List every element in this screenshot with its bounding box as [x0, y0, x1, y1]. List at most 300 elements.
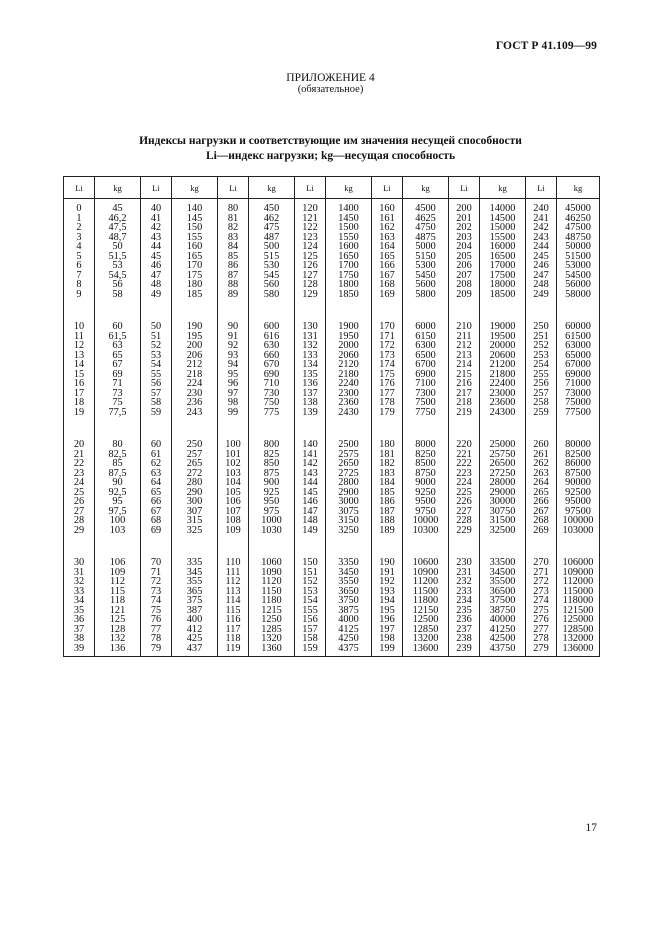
load-index-value: 98 — [227, 397, 239, 408]
load-index-value: 78 — [150, 633, 162, 644]
load-index-value: 142 — [302, 458, 318, 469]
column-header-kg: kg — [403, 177, 449, 199]
column-header-li: Li — [449, 177, 480, 199]
load-capacity-value: 60000 — [565, 321, 591, 332]
load-capacity-value: 109000 — [562, 566, 594, 578]
load-index-value: 17 — [73, 387, 85, 399]
load-index-value: 40 — [150, 203, 162, 214]
column-header-kg: kg — [172, 177, 218, 199]
load-capacity-value: 710 — [263, 378, 280, 389]
load-index-value: 65 — [150, 486, 162, 498]
row-group — [326, 440, 371, 558]
load-index-value: 275 — [533, 604, 549, 616]
load-index-value: 113 — [225, 585, 241, 597]
load-capacity-value: 103000 — [562, 524, 594, 536]
column-header-kg: kg — [249, 177, 295, 199]
load-index-value: 194 — [379, 595, 395, 606]
load-index-value: 211 — [456, 330, 472, 342]
load-capacity-value: 48750 — [565, 231, 591, 243]
load-index-value: 204 — [456, 241, 472, 252]
load-index-value: 8 — [76, 279, 82, 290]
row-group — [141, 322, 171, 440]
load-capacity-value: 86000 — [565, 458, 591, 469]
load-capacity-value: 97500 — [565, 505, 591, 517]
load-capacity-value: 136 — [109, 642, 126, 654]
load-capacity-value: 80000 — [565, 439, 591, 450]
load-capacity-value: 26500 — [489, 458, 516, 469]
load-capacity-value: 14500 — [489, 212, 516, 224]
row-group — [403, 558, 448, 656]
load-index-value: 49 — [150, 288, 162, 300]
load-index-value: 125 — [302, 250, 318, 262]
load-index-value: 224 — [456, 477, 472, 488]
row-group — [326, 204, 371, 322]
load-capacity-value: 87500 — [565, 467, 591, 479]
load-capacity-value: 212 — [186, 359, 203, 370]
load-capacity-value: 300 — [186, 496, 203, 507]
load-index-value: 235 — [456, 604, 472, 616]
load-index-value: 157 — [302, 623, 318, 635]
column-header-li: Li — [64, 177, 95, 199]
column-header-li: Li — [526, 177, 557, 199]
load-capacity-value: 17500 — [489, 269, 516, 281]
load-index-value: 63 — [150, 467, 162, 479]
load-capacity-value: 45000 — [565, 203, 591, 214]
load-index-value: 279 — [533, 642, 549, 654]
load-capacity-value: 11500 — [412, 585, 439, 597]
load-index-value: 60 — [150, 439, 162, 450]
load-capacity-value: 1090 — [261, 566, 282, 578]
load-index-value: 192 — [379, 576, 395, 587]
load-capacity-value: 15500 — [489, 231, 516, 243]
load-index-value: 230 — [456, 557, 472, 568]
row-group — [403, 322, 448, 440]
load-capacity-value: 61,5 — [108, 330, 127, 342]
load-capacity-value: 5600 — [415, 279, 436, 290]
kg-column — [557, 199, 600, 657]
load-index-value: 248 — [533, 279, 549, 290]
load-index-value: 41 — [150, 212, 162, 224]
load-index-value: 70 — [150, 557, 162, 568]
load-capacity-value: 7500 — [415, 397, 436, 408]
load-index-value: 111 — [225, 566, 241, 578]
load-capacity-value: 69 — [112, 368, 123, 380]
load-capacity-value: 90000 — [565, 477, 591, 488]
load-capacity-value: 2300 — [338, 387, 359, 399]
load-capacity-value: 51500 — [565, 250, 591, 262]
load-capacity-value: 118000 — [562, 595, 594, 606]
load-capacity-value: 4875 — [415, 231, 436, 243]
row-group — [95, 204, 140, 322]
load-capacity-value: 925 — [263, 486, 280, 498]
load-capacity-value: 121 — [109, 604, 126, 616]
load-capacity-value: 355 — [186, 576, 203, 587]
load-capacity-value: 3250 — [338, 524, 359, 536]
load-index-value: 190 — [379, 557, 395, 568]
load-capacity-value: 56000 — [565, 279, 591, 290]
load-capacity-value: 28000 — [489, 477, 516, 488]
load-capacity-value: 16500 — [489, 250, 516, 262]
load-index-value: 171 — [379, 330, 395, 342]
load-index-value: 225 — [456, 486, 472, 498]
load-capacity-value: 272 — [186, 467, 203, 479]
load-index-value: 237 — [456, 623, 472, 635]
load-index-value: 265 — [533, 486, 549, 498]
row-group — [141, 558, 171, 656]
load-index-value: 56 — [150, 378, 162, 389]
row-group — [218, 440, 248, 558]
load-index-value: 193 — [379, 585, 395, 597]
row-group — [557, 204, 599, 322]
load-capacity-value: 10300 — [412, 524, 439, 536]
load-index-value: 181 — [379, 448, 395, 460]
row-group — [449, 322, 479, 440]
load-index-value: 163 — [379, 231, 395, 243]
load-index-value: 0 — [76, 203, 82, 214]
load-index-value: 201 — [456, 212, 472, 224]
load-capacity-value: 265 — [186, 458, 203, 469]
load-capacity-value: 8750 — [415, 467, 436, 479]
load-index-value: 76 — [150, 614, 162, 625]
load-capacity-value: 2240 — [338, 378, 359, 389]
row-group — [64, 322, 94, 440]
load-capacity-value: 3650 — [338, 585, 359, 597]
load-index-value: 273 — [533, 585, 549, 597]
load-index-value: 77 — [150, 623, 162, 635]
load-capacity-value: 750 — [263, 397, 280, 408]
load-capacity-value: 325 — [186, 524, 203, 536]
load-index-value: 272 — [533, 576, 549, 587]
load-capacity-value: 14000 — [489, 203, 516, 214]
load-capacity-value: 7300 — [415, 387, 436, 399]
load-capacity-value: 9250 — [415, 486, 436, 498]
load-index-value: 4 — [76, 241, 82, 252]
load-index-value: 270 — [533, 557, 549, 568]
load-index-value: 97 — [227, 387, 239, 399]
load-index-value: 168 — [379, 279, 395, 290]
row-group — [449, 558, 479, 656]
load-capacity-value: 4250 — [338, 633, 359, 644]
load-index-value: 262 — [533, 458, 549, 469]
load-capacity-value: 4625 — [415, 212, 436, 224]
load-capacity-value: 71000 — [565, 378, 591, 389]
load-index-value: 189 — [379, 524, 395, 536]
load-capacity-value: 92,5 — [108, 486, 127, 498]
load-index-value: 84 — [227, 241, 239, 252]
load-index-value: 264 — [533, 477, 549, 488]
load-index-value: 14 — [73, 359, 85, 370]
load-capacity-value: 132 — [109, 633, 126, 644]
load-capacity-value: 236 — [186, 397, 203, 408]
load-capacity-value: 1215 — [261, 604, 282, 616]
load-index-value: 11 — [74, 330, 84, 342]
load-capacity-value: 6500 — [415, 349, 436, 361]
load-index-value: 45 — [150, 250, 162, 262]
load-index-value: 134 — [302, 359, 318, 370]
load-index-value: 73 — [150, 585, 162, 597]
load-index-value: 141 — [302, 448, 318, 460]
load-index-value: 244 — [533, 241, 549, 252]
load-capacity-value: 37500 — [489, 595, 516, 606]
load-index-value: 9 — [76, 288, 82, 300]
load-index-value: 92 — [227, 340, 239, 351]
row-group — [295, 558, 325, 656]
load-capacity-value: 69000 — [565, 368, 591, 380]
load-capacity-value: 65000 — [565, 349, 591, 361]
load-capacity-value: 560 — [263, 279, 280, 290]
row-group — [172, 440, 217, 558]
row-group — [372, 440, 402, 558]
load-capacity-value: 54500 — [565, 269, 591, 281]
load-index-value: 6 — [76, 260, 82, 271]
load-index-value: 91 — [227, 330, 239, 342]
load-index-value: 257 — [533, 387, 549, 399]
load-index-value: 277 — [533, 623, 549, 635]
load-capacity-value: 2430 — [338, 406, 359, 418]
load-capacity-value: 21200 — [489, 359, 516, 370]
load-capacity-value: 6150 — [415, 330, 436, 342]
load-capacity-value: 1500 — [338, 222, 359, 233]
load-index-value: 58 — [150, 397, 162, 408]
row-group — [64, 440, 94, 558]
load-capacity-value: 30000 — [489, 496, 516, 507]
load-index-value: 90 — [227, 321, 239, 332]
load-index-value: 50 — [150, 321, 162, 332]
load-index-value: 200 — [456, 203, 472, 214]
load-index-value: 177 — [379, 387, 395, 399]
load-capacity-value: 43750 — [489, 642, 516, 654]
load-index-value: 93 — [227, 349, 239, 361]
load-index-value: 215 — [456, 368, 472, 380]
load-index-value: 184 — [379, 477, 395, 488]
load-capacity-value: 34500 — [489, 566, 516, 578]
load-capacity-value: 3000 — [338, 496, 359, 507]
load-capacity-value: 3075 — [338, 505, 359, 517]
load-capacity-value: 975 — [263, 505, 280, 517]
load-index-value: 186 — [379, 496, 395, 507]
load-capacity-value: 24300 — [489, 406, 516, 418]
load-capacity-value: 9500 — [415, 496, 436, 507]
load-capacity-value: 4750 — [415, 222, 436, 233]
column-header-li: Li — [218, 177, 249, 199]
column-header-kg: kg — [480, 177, 526, 199]
load-index-value: 81 — [227, 212, 239, 224]
load-index-value: 148 — [302, 515, 318, 526]
load-capacity-value: 4000 — [338, 614, 359, 625]
load-capacity-value: 112000 — [562, 576, 594, 587]
load-index-value: 124 — [302, 241, 318, 252]
load-index-value: 250 — [533, 321, 549, 332]
load-capacity-value: 48,7 — [108, 231, 127, 243]
load-capacity-value: 77500 — [565, 406, 591, 418]
load-capacity-value: 3875 — [338, 604, 359, 616]
load-capacity-value: 58 — [112, 288, 123, 300]
load-index-value: 146 — [302, 496, 318, 507]
load-capacity-value: 56 — [112, 279, 123, 290]
load-index-value: 96 — [227, 378, 239, 389]
load-index-value: 34 — [73, 595, 85, 606]
load-index-value: 10 — [73, 321, 85, 332]
load-capacity-value: 218 — [186, 368, 203, 380]
load-capacity-value: 475 — [263, 222, 280, 233]
row-group — [95, 322, 140, 440]
load-capacity-value: 109 — [109, 566, 126, 578]
load-index-value: 251 — [533, 330, 549, 342]
load-index-value: 54 — [150, 359, 162, 370]
load-index-value: 202 — [456, 222, 472, 233]
load-index-value: 55 — [150, 368, 162, 380]
load-index-value: 18 — [73, 397, 85, 408]
load-capacity-value: 73 — [112, 387, 123, 399]
load-capacity-value: 140 — [186, 203, 203, 214]
column-header-kg: kg — [557, 177, 600, 199]
load-index-value: 16 — [73, 378, 85, 389]
load-index-value: 197 — [379, 623, 395, 635]
load-capacity-value: 19500 — [489, 330, 516, 342]
load-index-value: 236 — [456, 614, 472, 625]
load-index-value: 21 — [73, 448, 85, 460]
load-index-value: 15 — [73, 368, 85, 380]
load-capacity-value: 15000 — [489, 222, 516, 233]
load-capacity-value: 118 — [109, 595, 126, 606]
load-capacity-value: 5150 — [415, 250, 436, 262]
load-capacity-value: 82500 — [565, 448, 591, 460]
load-index-value: 105 — [225, 486, 241, 498]
load-index-value: 188 — [379, 515, 395, 526]
load-capacity-value: 22400 — [489, 378, 516, 389]
load-capacity-value: 2650 — [338, 458, 359, 469]
load-capacity-value: 1850 — [338, 288, 359, 300]
load-index-value: 33 — [73, 585, 85, 597]
load-capacity-value: 335 — [186, 557, 203, 568]
row-group — [141, 204, 171, 322]
load-capacity-value: 487 — [263, 231, 280, 243]
load-index-value: 74 — [150, 595, 162, 606]
load-index-value: 267 — [533, 505, 549, 517]
load-capacity-value: 180 — [186, 279, 203, 290]
load-capacity-value: 530 — [263, 260, 280, 271]
load-index-value: 82 — [227, 222, 239, 233]
row-group — [249, 558, 294, 656]
load-capacity-value: 1950 — [338, 330, 359, 342]
load-capacity-value: 165 — [186, 250, 203, 262]
load-index-value: 252 — [533, 340, 549, 351]
load-capacity-value: 690 — [263, 368, 280, 380]
load-capacity-value: 1250 — [261, 614, 282, 625]
load-capacity-value: 2800 — [338, 477, 359, 488]
load-capacity-value: 33500 — [489, 557, 516, 568]
load-index-value: 214 — [456, 359, 472, 370]
load-index-value: 29 — [73, 524, 85, 536]
row-group — [480, 440, 525, 558]
load-index-value: 110 — [225, 557, 241, 568]
load-capacity-value: 8250 — [415, 448, 436, 460]
load-index-value: 13 — [73, 349, 85, 361]
load-capacity-value: 67 — [112, 359, 123, 370]
load-index-value: 253 — [533, 349, 549, 361]
load-index-value: 32 — [73, 576, 85, 587]
load-capacity-value: 195 — [186, 330, 203, 342]
load-index-value: 150 — [302, 557, 318, 568]
load-capacity-value: 1120 — [261, 576, 282, 587]
load-capacity-value: 875 — [263, 467, 280, 479]
load-capacity-value: 95 — [112, 496, 123, 507]
row-group — [141, 440, 171, 558]
load-index-value: 116 — [225, 614, 241, 625]
load-index-value: 149 — [302, 524, 318, 536]
load-capacity-value: 31500 — [489, 515, 516, 526]
load-capacity-value: 150 — [186, 222, 203, 233]
load-capacity-value: 616 — [263, 330, 280, 342]
row-group — [95, 558, 140, 656]
load-index-value: 153 — [302, 585, 318, 597]
load-capacity-value: 106 — [109, 557, 126, 568]
load-index-value: 133 — [302, 349, 318, 361]
load-capacity-value: 3450 — [338, 566, 359, 578]
row-group — [249, 440, 294, 558]
load-index-value: 162 — [379, 222, 395, 233]
load-capacity-value: 200 — [186, 340, 203, 351]
load-capacity-value: 10600 — [412, 557, 439, 568]
load-index-table — [63, 176, 600, 657]
load-index-value: 126 — [302, 260, 318, 271]
load-index-value: 104 — [225, 477, 241, 488]
load-index-value: 36 — [73, 614, 85, 625]
row-group — [449, 440, 479, 558]
load-index-value: 44 — [150, 241, 162, 252]
load-index-value: 123 — [302, 231, 318, 243]
load-capacity-value: 42500 — [489, 633, 516, 644]
load-index-value: 261 — [533, 448, 549, 460]
load-capacity-value: 2000 — [338, 340, 359, 351]
load-capacity-value: 5800 — [415, 288, 436, 300]
load-capacity-value: 660 — [263, 349, 280, 361]
load-index-value: 112 — [225, 576, 241, 587]
load-capacity-value: 106000 — [562, 557, 594, 568]
load-index-value: 31 — [73, 566, 85, 578]
load-index-value: 274 — [533, 595, 549, 606]
load-index-value: 256 — [533, 378, 549, 389]
load-capacity-value: 387 — [186, 604, 203, 616]
load-index-value: 71 — [150, 566, 162, 578]
load-capacity-value: 54,5 — [108, 269, 127, 281]
row-group — [480, 204, 525, 322]
load-index-value: 199 — [379, 642, 395, 654]
load-index-value: 47 — [150, 269, 162, 281]
table-caption — [0, 134, 661, 164]
load-index-value: 243 — [533, 231, 549, 243]
load-index-value: 249 — [533, 288, 549, 300]
load-index-value: 266 — [533, 496, 549, 507]
load-capacity-value: 3150 — [338, 515, 359, 526]
load-index-value: 94 — [227, 359, 239, 370]
load-index-value: 35 — [73, 604, 85, 616]
load-index-value: 240 — [533, 203, 549, 214]
li-column — [141, 199, 172, 657]
row-group — [557, 440, 599, 558]
load-index-value: 169 — [379, 288, 395, 300]
kg-column — [326, 199, 372, 657]
load-index-value: 182 — [379, 458, 395, 469]
load-index-value: 23 — [73, 467, 85, 479]
load-capacity-value: 1030 — [261, 524, 282, 536]
load-capacity-value: 1450 — [338, 212, 359, 224]
load-capacity-value: 115 — [109, 585, 126, 597]
row-group — [218, 322, 248, 440]
load-index-value: 2 — [76, 222, 82, 233]
load-capacity-value: 67000 — [565, 359, 591, 370]
load-index-value: 51 — [150, 330, 162, 342]
